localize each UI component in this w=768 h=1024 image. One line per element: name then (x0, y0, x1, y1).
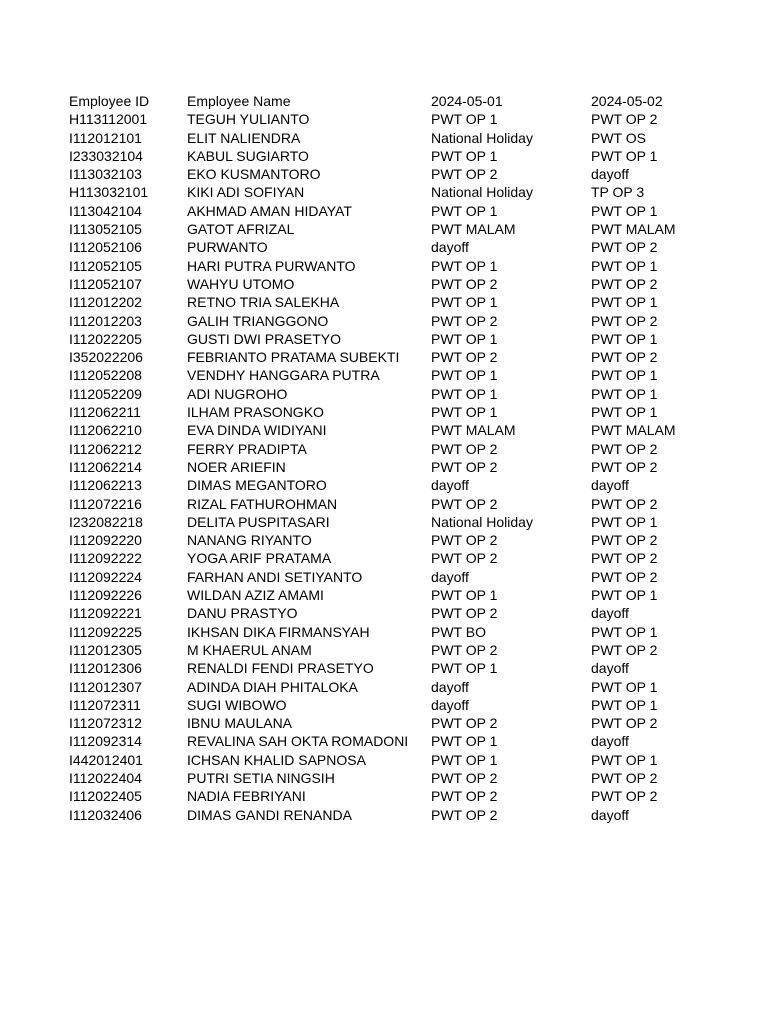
cell-date-1-shift: PWT OP 2 (431, 769, 498, 786)
cell-date-2-shift: PWT OP 2 (591, 550, 658, 567)
cell-date-2-shift: PWT OP 2 (591, 532, 658, 549)
cell-date-2-shift: PWT OP 2 (591, 458, 658, 475)
cell-employee-name: RETNO TRIA SALEKHA (187, 294, 340, 311)
cell-employee-name: NANANG RIYANTO (187, 532, 312, 549)
cell-date-2-shift: PWT OP 1 (591, 385, 658, 402)
cell-employee-id: I112062212 (69, 440, 142, 457)
cell-date-1-shift: PWT OP 2 (431, 641, 498, 658)
table-row (69, 220, 709, 238)
cell-date-1-shift: PWT MALAM (431, 422, 516, 439)
cell-date-1-shift: National Holiday (431, 184, 533, 201)
header-date-1: 2024-05-01 (431, 93, 503, 109)
cell-date-1-shift: PWT OP 1 (431, 587, 498, 604)
table-row (69, 623, 709, 641)
table-row (69, 366, 709, 384)
cell-date-1-shift: National Holiday (431, 513, 533, 530)
cell-employee-id: I112062213 (69, 477, 142, 494)
cell-date-2-shift: dayoff (591, 605, 629, 622)
cell-employee-name: IKHSAN DIKA FIRMANSYAH (187, 623, 370, 640)
table-row (69, 732, 709, 750)
cell-employee-id: I112092220 (69, 532, 142, 549)
cell-employee-id: I112032406 (69, 806, 142, 823)
cell-employee-id: H113032101 (69, 184, 149, 201)
table-row (69, 678, 709, 696)
table-row (69, 110, 709, 128)
cell-date-2-shift: PWT OP 2 (591, 111, 658, 128)
cell-date-1-shift: PWT OP 1 (431, 751, 498, 768)
cell-date-1-shift: PWT OP 2 (431, 495, 498, 512)
cell-date-2-shift: dayoff (591, 733, 629, 750)
cell-employee-name: IBNU MAULANA (187, 715, 293, 732)
cell-date-2-shift: PWT OP 2 (591, 349, 658, 366)
table-row (69, 348, 709, 366)
cell-date-1-shift: dayoff (431, 477, 469, 494)
cell-employee-id: I112012101 (69, 129, 142, 146)
cell-date-2-shift: PWT OP 1 (591, 202, 658, 219)
cell-date-1-shift: PWT OP 2 (431, 788, 498, 805)
cell-date-2-shift: PWT OP 1 (591, 367, 658, 384)
header-date-2: 2024-05-02 (591, 93, 663, 109)
table-row (69, 202, 709, 220)
table-row (69, 385, 709, 403)
cell-employee-id: I232082218 (69, 513, 143, 530)
cell-employee-name: SUGI WIBOWO (187, 696, 287, 713)
cell-employee-name: ELIT NALIENDRA (187, 129, 301, 146)
cell-date-2-shift: PWT OP 2 (591, 641, 658, 658)
cell-date-2-shift: PWT OP 1 (591, 587, 658, 604)
cell-employee-name: YOGA ARIF PRATAMA (187, 550, 332, 567)
cell-employee-name: GATOT AFRIZAL (187, 221, 295, 238)
cell-employee-id: I112072312 (69, 715, 142, 732)
cell-date-1-shift: dayoff (431, 696, 469, 713)
table-row (69, 183, 709, 201)
cell-employee-name: DANU PRASTYO (187, 605, 298, 622)
cell-employee-id: I112062211 (69, 404, 141, 421)
cell-date-1-shift: PWT OP 2 (431, 275, 498, 292)
table-row (69, 531, 709, 549)
table-row (69, 129, 709, 147)
table-row (69, 604, 709, 622)
cell-date-1-shift: PWT OP 2 (431, 605, 498, 622)
cell-employee-id: I112092224 (69, 568, 142, 585)
cell-employee-name: REVALINA SAH OKTA ROMADONI (187, 733, 409, 750)
cell-employee-name: PURWANTO (187, 239, 268, 256)
cell-date-2-shift: PWT OP 1 (591, 330, 658, 347)
cell-date-1-shift: dayoff (431, 678, 469, 695)
cell-employee-id: I112092222 (69, 550, 142, 567)
cell-date-2-shift: PWT OP 2 (591, 769, 658, 786)
cell-date-2-shift: PWT OP 1 (591, 404, 658, 421)
cell-date-1-shift: PWT OP 1 (431, 367, 498, 384)
cell-date-2-shift: PWT OS (591, 129, 646, 146)
cell-date-1-shift: PWT OP 1 (431, 330, 498, 347)
table-row (69, 330, 709, 348)
cell-employee-name: HARI PUTRA PURWANTO (187, 257, 356, 274)
cell-date-2-shift: dayoff (591, 660, 629, 677)
cell-date-2-shift: TP OP 3 (591, 184, 645, 201)
cell-employee-id: I113052105 (69, 221, 142, 238)
cell-employee-name: GUSTI DWI PRASETYO (187, 330, 342, 347)
cell-date-2-shift: PWT OP 1 (591, 678, 658, 695)
cell-employee-name: DIMAS MEGANTORO (187, 477, 327, 494)
cell-date-1-shift: PWT OP 2 (431, 312, 498, 329)
cell-date-2-shift: PWT OP 1 (591, 696, 658, 713)
cell-date-1-shift: PWT OP 2 (431, 458, 498, 475)
table-body (69, 110, 709, 824)
cell-employee-name: KIKI ADI SOFIYAN (187, 184, 305, 201)
header-employee-id: Employee ID (69, 93, 150, 109)
cell-date-1-shift: PWT OP 1 (431, 660, 498, 677)
cell-date-2-shift: PWT OP 2 (591, 715, 658, 732)
cell-date-1-shift: PWT OP 1 (431, 147, 498, 164)
cell-date-1-shift: PWT OP 2 (431, 532, 498, 549)
table-row (69, 403, 709, 421)
cell-employee-name: RENALDI FENDI PRASETYO (187, 660, 374, 677)
cell-employee-id: I112092226 (69, 587, 142, 604)
cell-date-1-shift: PWT OP 1 (431, 733, 498, 750)
table-row (69, 495, 709, 513)
cell-employee-name: PUTRI SETIA NINGSIH (187, 769, 335, 786)
cell-employee-name: EVA DINDA WIDIYANI (187, 422, 327, 439)
cell-date-1-shift: PWT MALAM (431, 221, 516, 238)
cell-employee-name: AKHMAD AMAN HIDAYAT (187, 202, 352, 219)
cell-employee-name: FERRY PRADIPTA (187, 440, 307, 457)
cell-date-1-shift: PWT OP 1 (431, 294, 498, 311)
cell-date-1-shift: PWT OP 2 (431, 166, 498, 183)
cell-employee-id: I112062214 (69, 458, 142, 475)
cell-employee-name: DIMAS GANDI RENANDA (187, 806, 352, 823)
cell-employee-name: TEGUH YULIANTO (187, 111, 310, 128)
table-row (69, 696, 709, 714)
cell-date-1-shift: PWT OP 2 (431, 715, 498, 732)
cell-date-1-shift: PWT OP 2 (431, 550, 498, 567)
cell-date-2-shift: PWT OP 2 (591, 312, 658, 329)
cell-date-1-shift: PWT OP 1 (431, 257, 498, 274)
cell-date-2-shift: PWT OP 2 (591, 568, 658, 585)
cell-date-2-shift: dayoff (591, 806, 629, 823)
cell-date-2-shift: PWT MALAM (591, 422, 676, 439)
table-row (69, 586, 709, 604)
cell-employee-name: WILDAN AZIZ AMAMI (187, 587, 324, 604)
cell-employee-id: I112012306 (69, 660, 142, 677)
table-row (69, 458, 709, 476)
table-row (69, 476, 709, 494)
cell-date-1-shift: National Holiday (431, 129, 533, 146)
cell-date-2-shift: PWT OP 1 (591, 257, 658, 274)
table-row (69, 238, 709, 256)
cell-date-2-shift: PWT OP 1 (591, 623, 658, 640)
cell-employee-id: I112052105 (69, 257, 142, 274)
cell-employee-name: EKO KUSMANTORO (187, 166, 321, 183)
cell-employee-name: FEBRIANTO PRATAMA SUBEKTI (187, 349, 400, 366)
cell-employee-id: I112072311 (69, 696, 141, 713)
cell-employee-id: I112022405 (69, 788, 142, 805)
cell-employee-name: ILHAM PRASONGKO (187, 404, 324, 421)
cell-date-2-shift: PWT OP 2 (591, 239, 658, 256)
cell-employee-name: NOER ARIEFIN (187, 458, 286, 475)
cell-date-2-shift: PWT OP 1 (591, 751, 658, 768)
table-row (69, 421, 709, 439)
cell-employee-id: I112052208 (69, 367, 142, 384)
table-row (69, 769, 709, 787)
cell-date-2-shift: PWT OP 1 (591, 294, 658, 311)
cell-employee-id: I112012202 (69, 294, 142, 311)
table-row (69, 257, 709, 275)
cell-date-2-shift: PWT OP 2 (591, 495, 658, 512)
cell-employee-id: I113032103 (69, 166, 142, 183)
cell-date-1-shift: PWT OP 1 (431, 202, 498, 219)
cell-employee-name: WAHYU UTOMO (187, 275, 295, 292)
cell-employee-name: KABUL SUGIARTO (187, 147, 309, 164)
table-row (69, 751, 709, 769)
cell-date-1-shift: PWT OP 1 (431, 404, 498, 421)
cell-date-2-shift: PWT OP 1 (591, 147, 658, 164)
cell-employee-name: RIZAL FATHUROHMAN (187, 495, 338, 512)
table-row (69, 440, 709, 458)
table-row (69, 641, 709, 659)
table-header-row (69, 92, 709, 110)
cell-employee-id: I112022404 (69, 769, 142, 786)
cell-employee-id: I112012305 (69, 641, 142, 658)
cell-employee-id: I112052107 (69, 275, 142, 292)
cell-date-2-shift: dayoff (591, 166, 629, 183)
cell-date-1-shift: PWT OP 1 (431, 111, 498, 128)
cell-employee-id: I112012307 (69, 678, 142, 695)
cell-employee-name: ICHSAN KHALID SAPNOSA (187, 751, 366, 768)
cell-date-1-shift: PWT OP 2 (431, 349, 498, 366)
cell-employee-id: I112072216 (69, 495, 142, 512)
cell-date-2-shift: dayoff (591, 477, 629, 494)
cell-employee-id: I352022206 (69, 349, 143, 366)
table-row (69, 165, 709, 183)
cell-date-2-shift: PWT OP 2 (591, 788, 658, 805)
table-row (69, 513, 709, 531)
cell-date-1-shift: PWT BO (431, 623, 486, 640)
cell-employee-name: M KHAERUL ANAM (187, 641, 312, 658)
table-row (69, 312, 709, 330)
table-row (69, 549, 709, 567)
cell-date-1-shift: PWT OP 2 (431, 440, 498, 457)
cell-employee-id: H113112001 (69, 111, 148, 128)
cell-date-2-shift: PWT MALAM (591, 221, 676, 238)
cell-employee-id: I442012401 (69, 751, 143, 768)
cell-employee-name: GALIH TRIANGGONO (187, 312, 329, 329)
cell-employee-id: I113042104 (69, 202, 142, 219)
table-row (69, 275, 709, 293)
cell-employee-id: I233032104 (69, 147, 143, 164)
cell-date-1-shift: dayoff (431, 568, 469, 585)
cell-date-1-shift: PWT OP 1 (431, 385, 498, 402)
cell-employee-name: VENDHY HANGGARA PUTRA (187, 367, 380, 384)
table-row (69, 806, 709, 824)
table-row (69, 147, 709, 165)
table-row (69, 714, 709, 732)
cell-employee-id: I112092225 (69, 623, 142, 640)
table-row (69, 659, 709, 677)
cell-employee-id: I112092314 (69, 733, 142, 750)
table-row (69, 293, 709, 311)
cell-employee-id: I112062210 (69, 422, 142, 439)
cell-employee-id: I112022205 (69, 330, 142, 347)
cell-employee-id: I112092221 (69, 605, 142, 622)
cell-date-1-shift: dayoff (431, 239, 469, 256)
schedule-table (69, 92, 709, 824)
cell-employee-id: I112052209 (69, 385, 142, 402)
cell-employee-name: ADI NUGROHO (187, 385, 288, 402)
cell-employee-name: ADINDA DIAH PHITALOKA (187, 678, 358, 695)
cell-employee-name: NADIA FEBRIYANI (187, 788, 306, 805)
cell-date-2-shift: PWT OP 2 (591, 440, 658, 457)
cell-date-2-shift: PWT OP 2 (591, 275, 658, 292)
cell-employee-name: FARHAN ANDI SETIYANTO (187, 568, 363, 585)
cell-employee-id: I112012203 (69, 312, 142, 329)
cell-employee-name: DELITA PUSPITASARI (187, 513, 330, 530)
cell-date-2-shift: PWT OP 1 (591, 513, 658, 530)
table-row (69, 787, 709, 805)
header-employee-name: Employee Name (187, 93, 291, 109)
cell-date-1-shift: PWT OP 2 (431, 806, 498, 823)
table-row (69, 568, 709, 586)
cell-employee-id: I112052106 (69, 239, 142, 256)
